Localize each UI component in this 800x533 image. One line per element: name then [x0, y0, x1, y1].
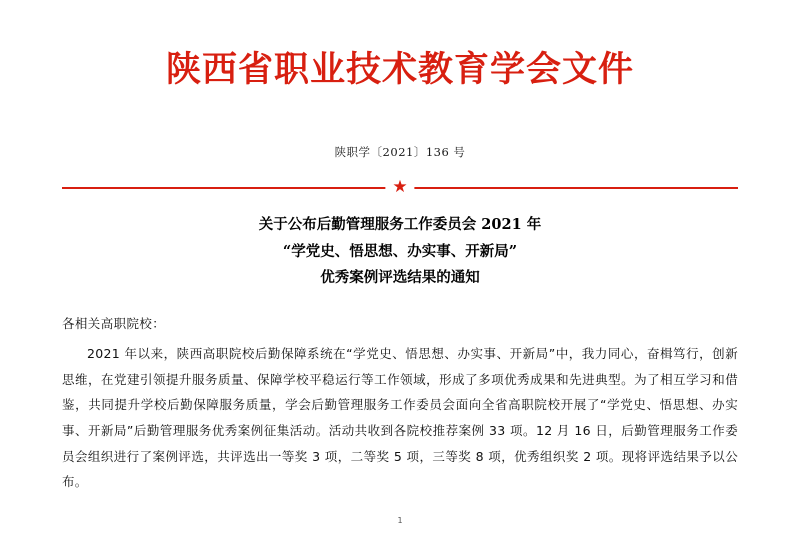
page-number: 1 [397, 516, 403, 525]
document-number: 陕职学〔2021〕136 号 [334, 144, 466, 159]
document-title [62, 212, 738, 292]
document-title-line-3: 优秀案例评选结果的通知 [320, 269, 480, 287]
document-title-line-2: “学党史、悟思想、办实事、开新局” [282, 242, 518, 260]
document-salutation: 各相关高职院校： [62, 316, 166, 332]
red-star-icon: ★ [385, 178, 414, 195]
document-body-paragraph: 2021 年以来，陕西高职院校后勤保障系统在“学党史、悟思想、办实事、开新局”中，我力同心，奋楫笃行，创新思维，在党建引领提升服务质量、保障学校平稳运行等工作领域，形成了多项优秀成果和先进典型。为了相互学习和借鉴，共同提升学校后勤保障服务质量，学会后勤管理服务工作委员会面向全省高职院校开展了“学党史、悟思想、办实事、开新局”后勤管理服务优秀案例征集活动。活动共收到各院校推荐案例 33 项。12 月 16 日，后勤管理服务工作委员会组织进行了案例评选，共评选出一等奖 3 项，二等奖 5 项，三等奖 8 项，优秀组织奖 2 项。现将评选结果予以公布。 [62, 346, 738, 490]
document-masthead-title: 陕西省职业技术教育学会文件 [165, 49, 634, 90]
document-title-line-1: 关于公布后勤管理服务工作委员会 2021 年 [258, 215, 542, 233]
red-separator-rule [62, 178, 738, 196]
